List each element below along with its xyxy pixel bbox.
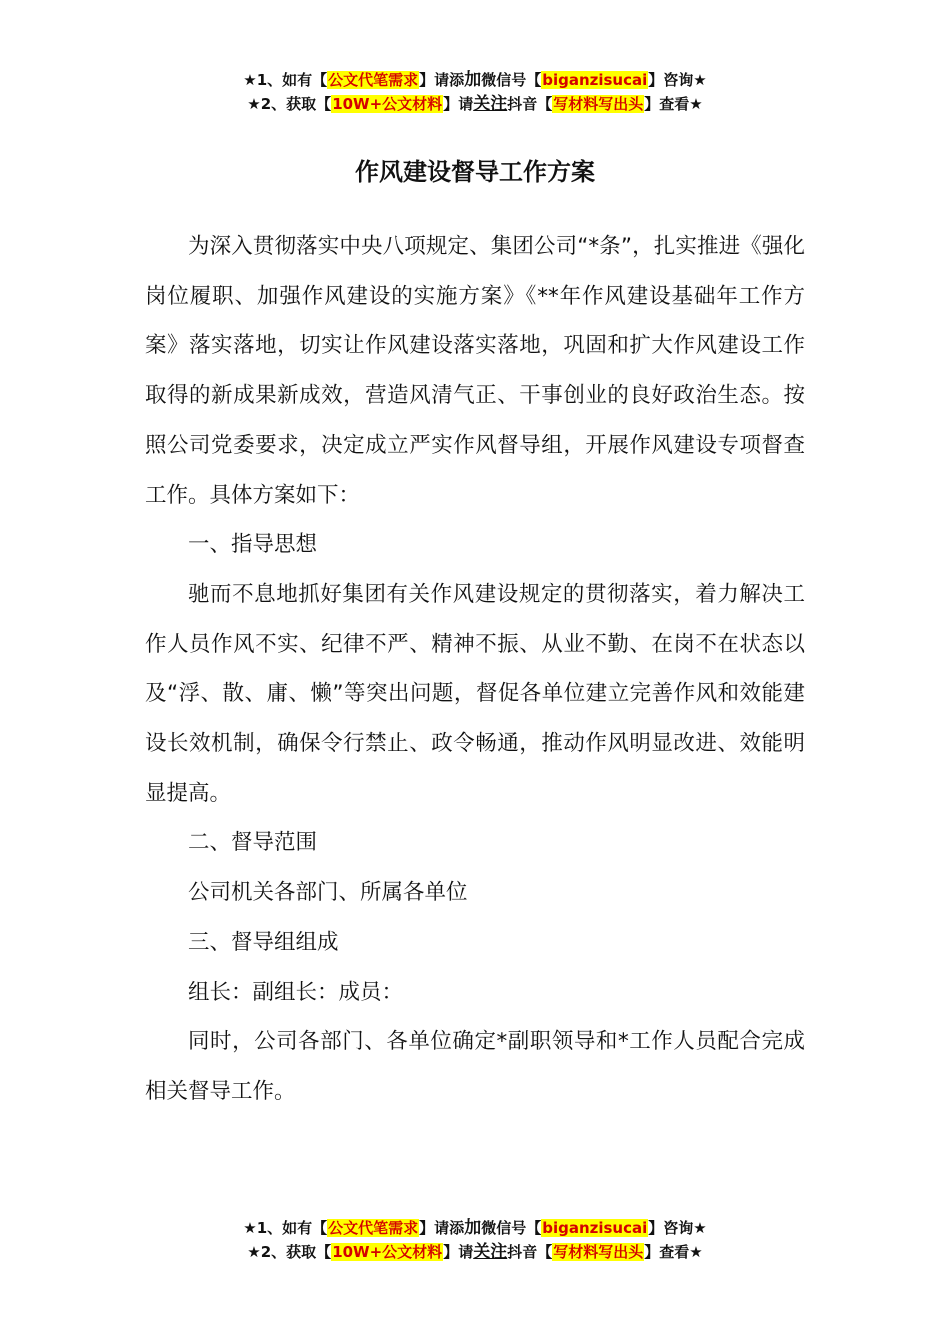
douyin-account: 写材料写出头: [553, 95, 644, 113]
document-body: [145, 222, 805, 1117]
paragraph-intro: 为深入贯彻落实中央八项规定、集团公司“*条”，扎实推进《强化岗位履职、加强作风建设的实施方案》《**年作风建设基础年工作方案》落实落地，切实让作风建设落实落地，巩固和扩大作风建设工作取得的新成果新成效，营造风清气正、干事创业的良好政治生态。按照公司党委要求，决定成立严实作风督导组，开展作风建设专项督查工作。具体方案如下：: [145, 234, 805, 508]
star-icon: ★: [247, 1243, 261, 1261]
star-icon: ★: [243, 71, 257, 89]
wechat-id: biganzisucai: [542, 1219, 648, 1237]
star-icon: ★: [243, 1219, 257, 1237]
paragraph-guiding-thought: 驰而不息地抓好集团有关作风建设规定的贯彻落实，着力解决工作人员作风不实、纪律不严、精神不振、从业不勤、在岗不在状态以及“浮、散、庸、懒”等突出问题，督促各单位建立完善作风和效能建设长效机制，确保令行禁止、政令畅通，推动作风明显改进、效能明显提高。: [145, 581, 805, 806]
paragraph-members: 组长：副组长：成员：: [188, 979, 404, 1005]
paragraph-scope: 公司机关各部门、所属各单位: [188, 880, 468, 906]
star-icon: ★: [247, 95, 261, 113]
banner-line-2: ★2、获取【10W+公文材料】请关注抖音【写材料写出头】查看★: [247, 1242, 703, 1262]
paragraph-cooperation: 同时，公司各部门、各单位确定*副职领导和*工作人员配合完成相关督导工作。: [145, 1029, 805, 1104]
section-heading-2: 二、督导范围: [188, 830, 318, 856]
document-title: 作风建设督导工作方案: [355, 158, 595, 186]
banner-line-1: ★1、如有【公文代笔需求】请添加微信号【biganzisucai】咨询★: [243, 1218, 707, 1238]
douyin-account: 写材料写出头: [553, 1243, 644, 1261]
banner-line-1: ★1、如有【公文代笔需求】请添加微信号【biganzisucai】咨询★: [243, 70, 707, 90]
highlight-service: 公文代笔需求: [328, 71, 419, 89]
header-banner: [0, 68, 950, 116]
highlight-materials: 10W+公文材料: [332, 1243, 443, 1261]
section-heading-3: 三、督导组组成: [188, 929, 339, 955]
wechat-id: biganzisucai: [542, 71, 648, 89]
highlight-materials: 10W+公文材料: [332, 95, 443, 113]
banner-line-2: ★2、获取【10W+公文材料】请关注抖音【写材料写出头】查看★: [247, 94, 703, 114]
footer-banner: [0, 1216, 950, 1264]
section-heading-1: 一、指导思想: [188, 532, 318, 558]
highlight-service: 公文代笔需求: [328, 1219, 419, 1237]
